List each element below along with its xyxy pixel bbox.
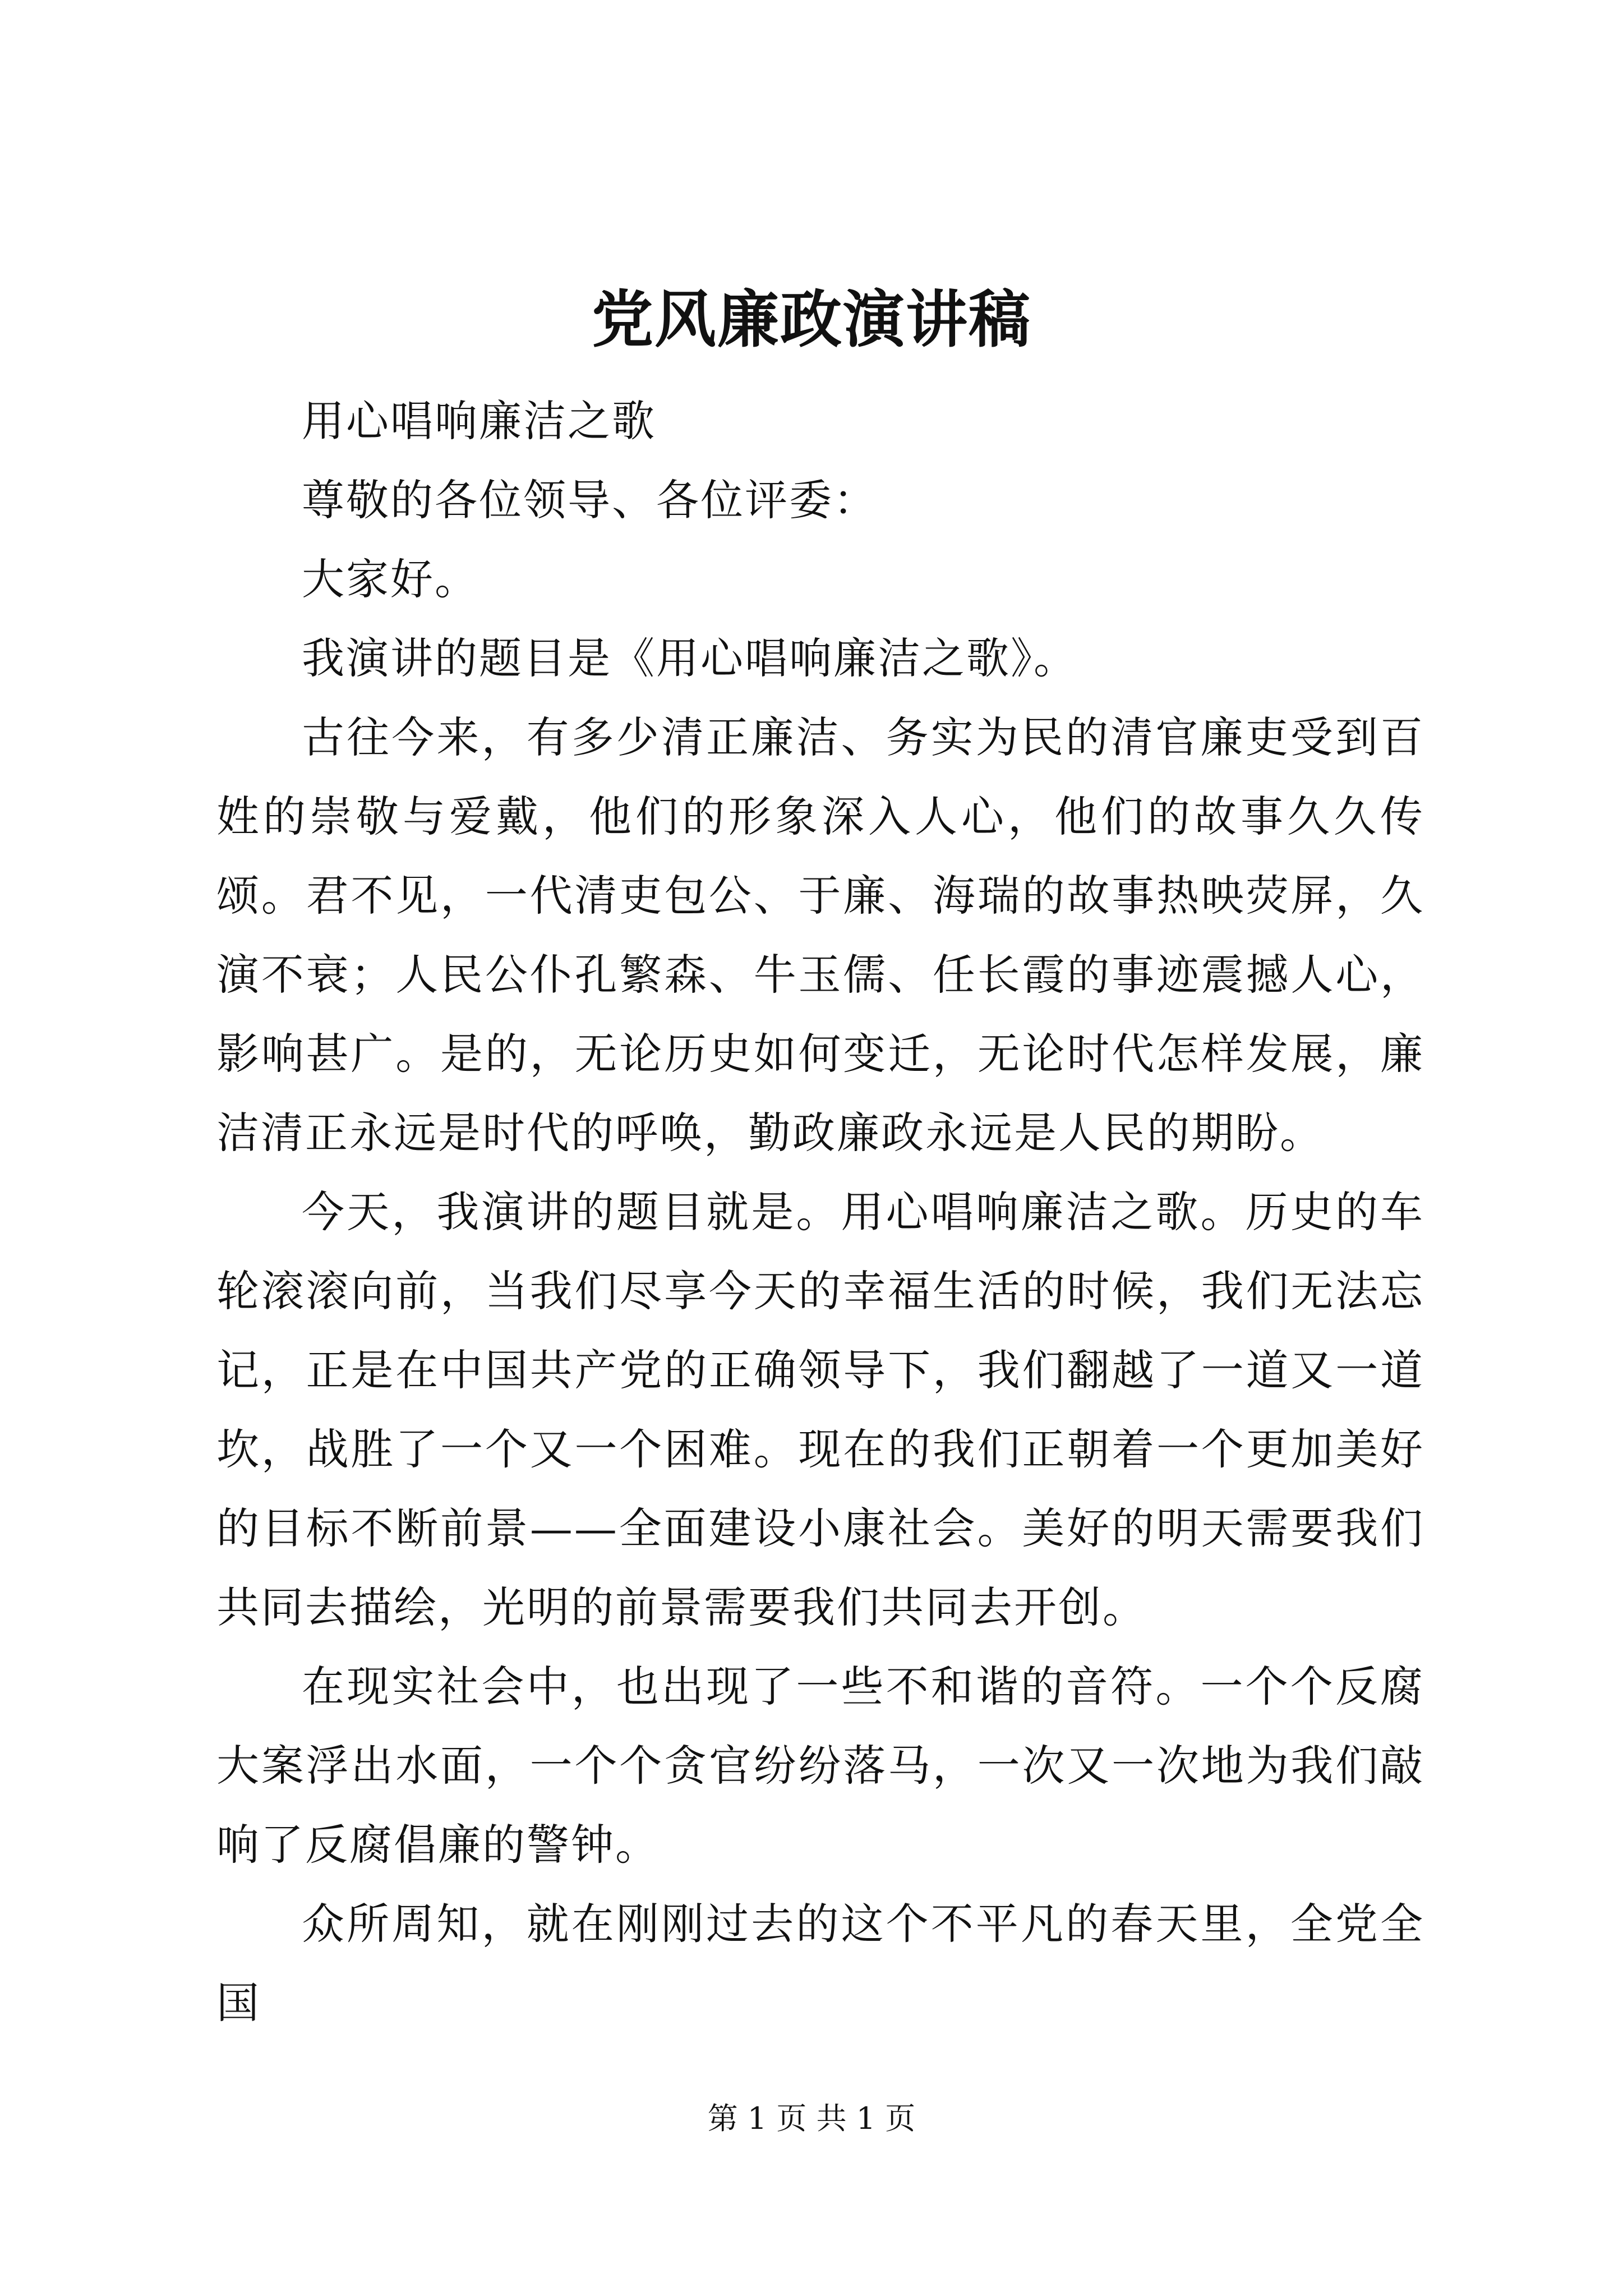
paragraph: 尊敬的各位领导、各位评委： bbox=[302, 475, 878, 525]
paragraph: 古往今来，有多少清正廉洁、务实为民的清官廉吏受到百姓的崇敬与爱戴，他们的形象深入人心，他们的故事久久传颂。君不见，一代清吏包公、于廉、海瑞的故事热映荧屏，久演不衰；人民公仆孔繁森、牛玉儒、任长霞的事迹震撼人心，影响甚广。是的，无论历史如何变迁，无论时代怎样发展，廉洁清正永远是时代的呼唤，勤政廉政永远是人民的期盼。 bbox=[216, 712, 1424, 1158]
page-footer: 第 1 页 共 1 页 bbox=[707, 2101, 916, 2136]
paragraph: 在现实社会中，也出现了一些不和谐的音符。一个个反腐大案浮出水面，一个个贪官纷纷落马，一次又一次地为我们敲响了反腐倡廉的警钟。 bbox=[216, 1662, 1424, 1870]
paragraph: 众所周知，就在刚刚过去的这个不平凡的春天里，全党全国 bbox=[216, 1899, 1424, 2028]
paragraph: 今天，我演讲的题目就是。用心唱响廉洁之歌。历史的车轮滚滚向前，当我们尽享今天的幸福生活的时候，我们无法忘记，正是在中国共产党的正确领导下，我们翻越了一道又一道坎，战胜了一个又一个困难。现在的我们正朝着一个更加美好的目标不断前景——全面建设小康社会。美好的明天需要我们共同去描绘，光明的前景需要我们共同去开创。 bbox=[216, 1187, 1424, 1632]
document-body bbox=[216, 381, 1424, 2042]
paragraph: 我演讲的题目是《用心唱响廉洁之歌》。 bbox=[302, 633, 1078, 683]
document-title: 党风廉政演讲稿 bbox=[592, 283, 1031, 356]
paragraph: 用心唱响廉洁之歌 bbox=[302, 396, 656, 446]
paragraph: 大家好。 bbox=[302, 554, 479, 604]
